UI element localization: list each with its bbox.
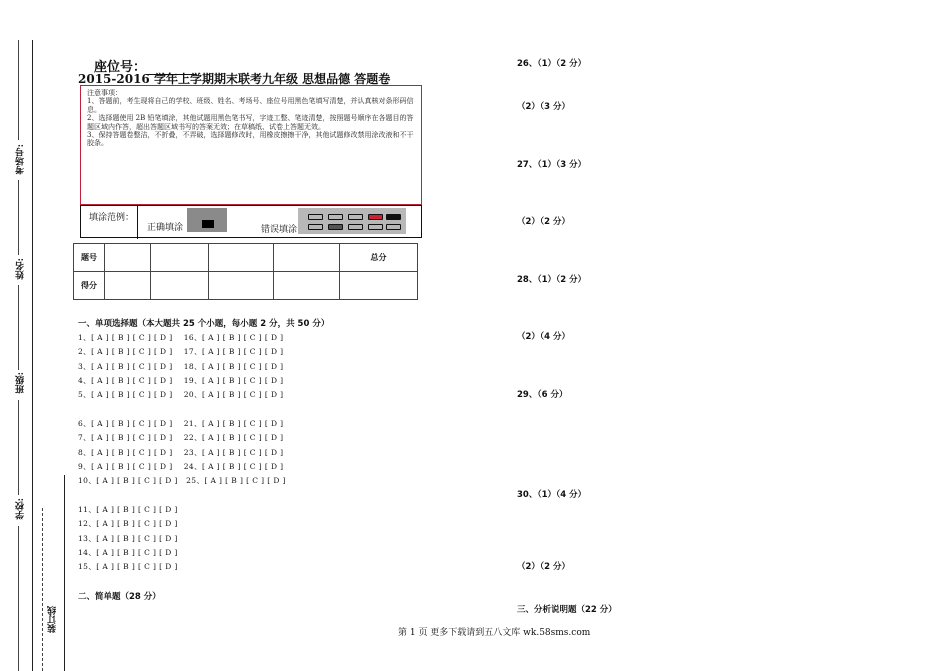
notice-heading: 注意事项： (87, 89, 122, 97)
score-cell[interactable] (209, 272, 274, 300)
margin-rule (18, 526, 19, 671)
answer-row[interactable]: 14、[ A ] [ B ] [ C ] [ D ] (78, 548, 178, 557)
table-row (74, 244, 418, 272)
correct-fill-label: 正确填涂 (147, 223, 184, 233)
question-26-2: （2）（3 分） (517, 102, 571, 112)
page-title: 2015-2016 学年上学期期末联考九年级 思想品德 答题卷 (78, 72, 391, 86)
cross-mark-icon (328, 214, 343, 220)
wrong-fill-label: 错误填涂 (261, 225, 298, 235)
total-score-cell[interactable] (340, 272, 418, 300)
answer-row[interactable]: 4、[ A ] [ B ] [ C ] [ D ] 19、[ A ] [ B ] [ C ] [ D ] (78, 376, 284, 385)
margin-rule (18, 40, 19, 140)
class-label: 班级: (16, 372, 26, 394)
question-number-label: 题号 (74, 244, 105, 272)
answer-row[interactable]: 11、[ A ] [ B ] [ C ] [ D ] (78, 505, 178, 514)
seal-solid-line (64, 475, 65, 671)
answer-row[interactable]: 15、[ A ] [ B ] [ C ] [ D ] (78, 562, 178, 571)
score-cell[interactable] (105, 272, 151, 300)
answer-row[interactable]: 10、[ A ] [ B ] [ C ] [ D ] 25、[ A ] [ B ] [ C ] [ D ] (78, 476, 286, 485)
question-29: 29、（6 分） (517, 390, 568, 400)
score-table (73, 243, 418, 300)
notice-item: 2、选择题使用 2B 铅笔填涂，其他试题用黑色笔书写，字迹工整、笔迹清楚，按照题号顺序在各题目的答题区域内作答，超出答题区域书写的答案无效；在草稿纸、试卷上答题无效。 (87, 114, 414, 131)
answer-row[interactable]: 12、[ A ] [ B ] [ C ] [ D ] (78, 519, 178, 528)
cross-mark-icon (348, 214, 363, 220)
question-26-1: 26、（1）（2 分） (517, 59, 587, 69)
filled-mark-icon (386, 214, 401, 220)
filled-mark-icon (202, 220, 214, 228)
fill-example-label: 填涂范例： (89, 213, 135, 223)
binding-margin-line (32, 40, 33, 671)
dot-mark-icon (348, 224, 363, 230)
page-footer: 第 1 页 更多下载请到五八文库 wk.58sms.com (398, 628, 591, 638)
fill-example-box (80, 205, 422, 238)
question-28-1: 28、（1）（2 分） (517, 275, 587, 285)
margin-rule (18, 180, 19, 255)
half-mark-icon (328, 224, 343, 230)
table-row (74, 272, 418, 300)
answer-row[interactable]: 7、[ A ] [ B ] [ C ] [ D ] 22、[ A ] [ B ] [ C ] [ D ] (78, 433, 284, 442)
empty-mark-icon (308, 224, 323, 230)
score-cell (274, 244, 340, 272)
answer-row[interactable]: 1、[ A ] [ B ] [ C ] [ D ] 16、[ A ] [ B ] [ C ] [ D ] (78, 333, 284, 342)
circle-mark-icon (386, 224, 401, 230)
answer-row[interactable]: 6、[ A ] [ B ] [ C ] [ D ] 21、[ A ] [ B ] [ C ] [ D ] (78, 419, 284, 428)
circle-mark-icon (368, 224, 383, 230)
strike-mark-icon (368, 214, 383, 220)
total-label: 总分 (340, 244, 418, 272)
check-mark-icon (308, 214, 323, 220)
school-label: 学校: (16, 498, 26, 520)
section1-heading: 一、单项选择题（本大题共 25 个小题，每小题 2 分，共 50 分） (78, 319, 330, 329)
answer-row[interactable]: 5、[ A ] [ B ] [ C ] [ D ] 20、[ A ] [ B ] [ C ] [ D ] (78, 390, 284, 399)
score-label: 得分 (74, 272, 105, 300)
question-30-2: （2）（2 分） (517, 562, 571, 572)
question-27-2: （2）（2 分） (517, 217, 571, 227)
name-label: 姓名: (16, 258, 26, 280)
answer-row[interactable]: 2、[ A ] [ B ] [ C ] [ D ] 17、[ A ] [ B ] [ C ] [ D ] (78, 347, 284, 356)
section2-heading: 二、简单题（28 分） (78, 592, 161, 602)
answer-row[interactable]: 13、[ A ] [ B ] [ C ] [ D ] (78, 534, 178, 543)
divider (137, 206, 138, 239)
question-27-1: 27、（1）（3 分） (517, 160, 587, 170)
section3-heading: 三、分析说明题（22 分） (517, 605, 617, 615)
seal-dashed-line (42, 508, 43, 671)
answer-row[interactable]: 9、[ A ] [ B ] [ C ] [ D ] 24、[ A ] [ B ] [ C ] [ D ] (78, 462, 284, 471)
score-cell (105, 244, 151, 272)
seat-number-label: 座位号： (94, 60, 147, 75)
score-cell[interactable] (151, 272, 209, 300)
margin-rule (18, 400, 19, 495)
correct-fill-sample-image (187, 208, 227, 232)
question-30-1: 30、（1）（4 分） (517, 490, 587, 500)
margin-rule (18, 285, 19, 370)
notice-box (80, 85, 422, 205)
exam-room-label: 考场号: (16, 144, 26, 175)
score-cell (151, 244, 209, 272)
answer-row[interactable]: 3、[ A ] [ B ] [ C ] [ D ] 18、[ A ] [ B ] [ C ] [ D ] (78, 362, 284, 371)
notice-item: 3、保持答题卷整洁，不折叠，不弄破，选择题修改时，用橡皮擦擦干净，其他试题修改禁用涂改液和不干胶条。 (87, 131, 414, 148)
seal-line-label: 装订线 (48, 606, 58, 633)
wrong-fill-sample-image (298, 208, 406, 234)
score-cell[interactable] (274, 272, 340, 300)
answer-row[interactable]: 8、[ A ] [ B ] [ C ] [ D ] 23、[ A ] [ B ] [ C ] [ D ] (78, 448, 284, 457)
question-28-2: （2）（4 分） (517, 332, 571, 342)
score-cell (209, 244, 274, 272)
notice-item: 1、答题前，考生现将自己的学校、班级、姓名、考场号、座位号用黑色笔填写清楚，并认真核对条形码信息。 (87, 97, 414, 114)
